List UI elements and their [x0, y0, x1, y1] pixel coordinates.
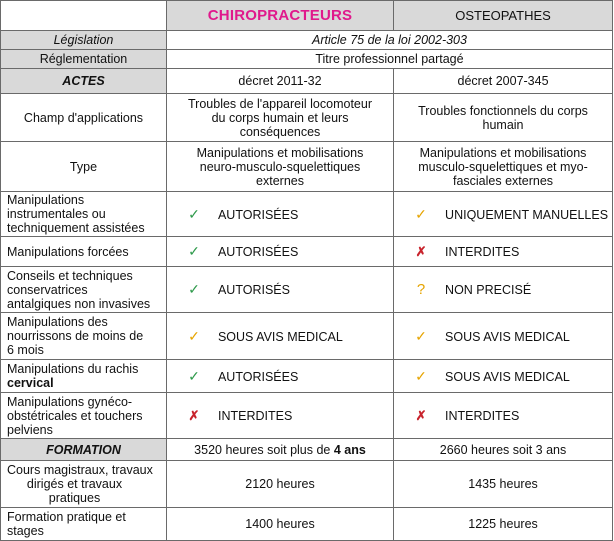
- row-label-conseils: [1, 267, 167, 313]
- forcees-osteo: [394, 237, 613, 267]
- table-row-formation: [1, 439, 613, 461]
- legislation-value: Article 75 de la loi 2002-303: [166, 31, 612, 50]
- row-label-line: Formation pratique et: [7, 510, 126, 524]
- gyneco-chiro: [166, 393, 393, 439]
- row-label-nourrissons: [1, 313, 167, 360]
- champ-chiro-line: Troubles de l'appareil locomoteur: [188, 96, 372, 111]
- row-label-line: techniquement assistées: [7, 221, 145, 235]
- row-label-legislation: Législation: [1, 31, 167, 50]
- table-row-type: [1, 142, 613, 192]
- gyneco-osteo: [394, 393, 613, 439]
- table-row-reglementation: [1, 50, 613, 69]
- status-text: NON PRECISÉ: [445, 282, 532, 297]
- row-label-instrumentales: [1, 192, 167, 237]
- table-row-forcees: [1, 237, 613, 267]
- row-label-line: pelviens: [7, 422, 53, 437]
- row-label-line: stages: [7, 524, 44, 538]
- status-text: AUTORISÉES: [217, 207, 299, 222]
- champ-chiro-line: du corps humain et leurs: [211, 110, 349, 125]
- status-text: AUTORISÉS: [217, 283, 290, 297]
- check-icon: ✓: [188, 243, 200, 259]
- type-chiro-line: externes: [256, 173, 304, 188]
- table-row-gyneco: [1, 393, 613, 439]
- status-text: INTERDITES: [445, 408, 520, 423]
- nourrissons-osteo: [394, 313, 613, 360]
- type-osteo-line: musculo-squelettiques et myo-: [418, 159, 588, 174]
- instrumentales-osteo: [394, 192, 613, 237]
- actes-osteo-decree: décret 2007-345: [394, 69, 613, 94]
- header-row: [1, 1, 613, 31]
- row-label-rachis: [1, 360, 167, 393]
- table-row-stages: [1, 508, 613, 541]
- row-label-type: Type: [1, 142, 167, 192]
- formation-chiro-years: 4 ans: [333, 442, 366, 457]
- row-label-cours: [1, 461, 167, 508]
- row-label-gyneco: [1, 393, 167, 439]
- actes-chiro-decree: décret 2011-32: [166, 69, 393, 94]
- section-label-actes: ACTES: [1, 69, 167, 94]
- table-row-conseils: [1, 267, 613, 313]
- section-label-formation: FORMATION: [1, 439, 167, 461]
- champ-osteo-line: humain: [482, 117, 524, 132]
- row-label-line: cervical: [7, 376, 54, 390]
- row-label-forcees: Manipulations forcées: [1, 237, 167, 267]
- stages-chiro: 1400 heures: [166, 508, 393, 541]
- check-icon: ✓: [188, 327, 200, 344]
- table-row-cours: [1, 461, 613, 508]
- row-label-line: 6 mois: [7, 343, 44, 357]
- type-chiro: [166, 142, 393, 192]
- row-label-line: Manipulations du rachis: [7, 362, 139, 376]
- champ-osteo: [394, 94, 613, 142]
- status-text: AUTORISÉES: [217, 245, 299, 259]
- row-label-line: Conseils et techniques: [7, 268, 133, 283]
- cross-icon: ✗: [415, 407, 427, 423]
- status-text: SOUS AVIS MEDICAL: [445, 329, 570, 344]
- check-icon: ✓: [188, 281, 200, 297]
- row-label-champ: Champ d'applications: [1, 94, 167, 142]
- formation-chiro: [166, 439, 393, 461]
- cross-icon: ✗: [188, 407, 200, 423]
- forcees-chiro: [166, 237, 393, 267]
- conseils-osteo: [394, 267, 613, 313]
- header-chiro-cell: [166, 1, 393, 31]
- row-label-line: conservatrices: [7, 282, 88, 297]
- type-chiro-line: neuro-musculo-squelettiques: [199, 159, 361, 174]
- row-label-line: Manipulations des: [7, 315, 108, 329]
- status-text: UNIQUEMENT MANUELLES: [445, 207, 609, 222]
- table-row-nourrissons: [1, 313, 613, 360]
- type-osteo-line: fasciales externes: [452, 173, 554, 188]
- stages-osteo: 1225 heures: [394, 508, 613, 541]
- table-row-champ: [1, 94, 613, 142]
- reglementation-value: Titre professionnel partagé: [166, 50, 612, 69]
- rachis-osteo: [394, 360, 613, 393]
- row-label-stages: [1, 508, 167, 541]
- row-label-line: Manipulations: [7, 193, 85, 207]
- conseils-chiro: [166, 267, 393, 313]
- type-osteo-line: Manipulations et mobilisations: [419, 145, 587, 160]
- status-text: INTERDITES: [217, 408, 293, 423]
- champ-osteo-line: Troubles fonctionnels du corps: [418, 103, 588, 118]
- table-row-instrumentales: [1, 192, 613, 237]
- check-icon: ✓: [188, 367, 200, 384]
- question-icon: ?: [416, 280, 426, 298]
- type-chiro-line: Manipulations et mobilisations: [196, 145, 364, 160]
- row-label-line: dirigés et travaux: [26, 477, 123, 491]
- table-row-actes: [1, 69, 613, 94]
- champ-chiro: [166, 94, 393, 142]
- rachis-chiro: [166, 360, 393, 393]
- status-text: SOUS AVIS MEDICAL: [445, 369, 570, 384]
- instrumentales-chiro: [166, 192, 393, 237]
- check-icon: ✓: [188, 205, 200, 222]
- champ-chiro-line: conséquences: [239, 124, 321, 139]
- status-text: SOUS AVIS MEDICAL: [217, 329, 343, 344]
- type-osteo: [394, 142, 613, 192]
- header-empty-cell: [1, 1, 167, 31]
- row-label-line: instrumentales ou: [7, 207, 106, 221]
- status-text: AUTORISÉES: [217, 369, 299, 384]
- nourrissons-chiro: [166, 313, 393, 360]
- row-label-line: Cours magistraux, travaux: [7, 463, 153, 477]
- row-label-line: Manipulations gynéco-: [7, 394, 133, 409]
- cours-osteo: 1435 heures: [394, 461, 613, 508]
- cours-chiro: 2120 heures: [166, 461, 393, 508]
- header-osteo-cell: [394, 1, 613, 31]
- header-chiro-title: CHIROPRACTEURS: [207, 6, 353, 24]
- formation-osteo: 2660 heures soit 3 ans: [394, 439, 613, 461]
- row-label-line: pratiques: [48, 491, 101, 505]
- formation-chiro-text: 3520 heures soit plus de: [194, 442, 334, 457]
- header-osteo-title: OSTEOPATHES: [455, 7, 551, 23]
- check-icon: ✓: [415, 327, 427, 344]
- status-text: INTERDITES: [445, 244, 520, 259]
- row-label-line: nourrissons de moins de: [7, 329, 144, 343]
- check-icon: ✓: [415, 205, 427, 222]
- table-row-rachis: [1, 360, 613, 393]
- cross-icon: ✗: [415, 243, 427, 259]
- check-icon: ✓: [415, 367, 427, 384]
- table-row-legislation: [1, 31, 613, 50]
- row-label-line: antalgiques non invasives: [7, 296, 151, 311]
- row-label-reglementation: Réglementation: [1, 50, 167, 69]
- row-label-line: obstétricales et touchers: [7, 408, 143, 423]
